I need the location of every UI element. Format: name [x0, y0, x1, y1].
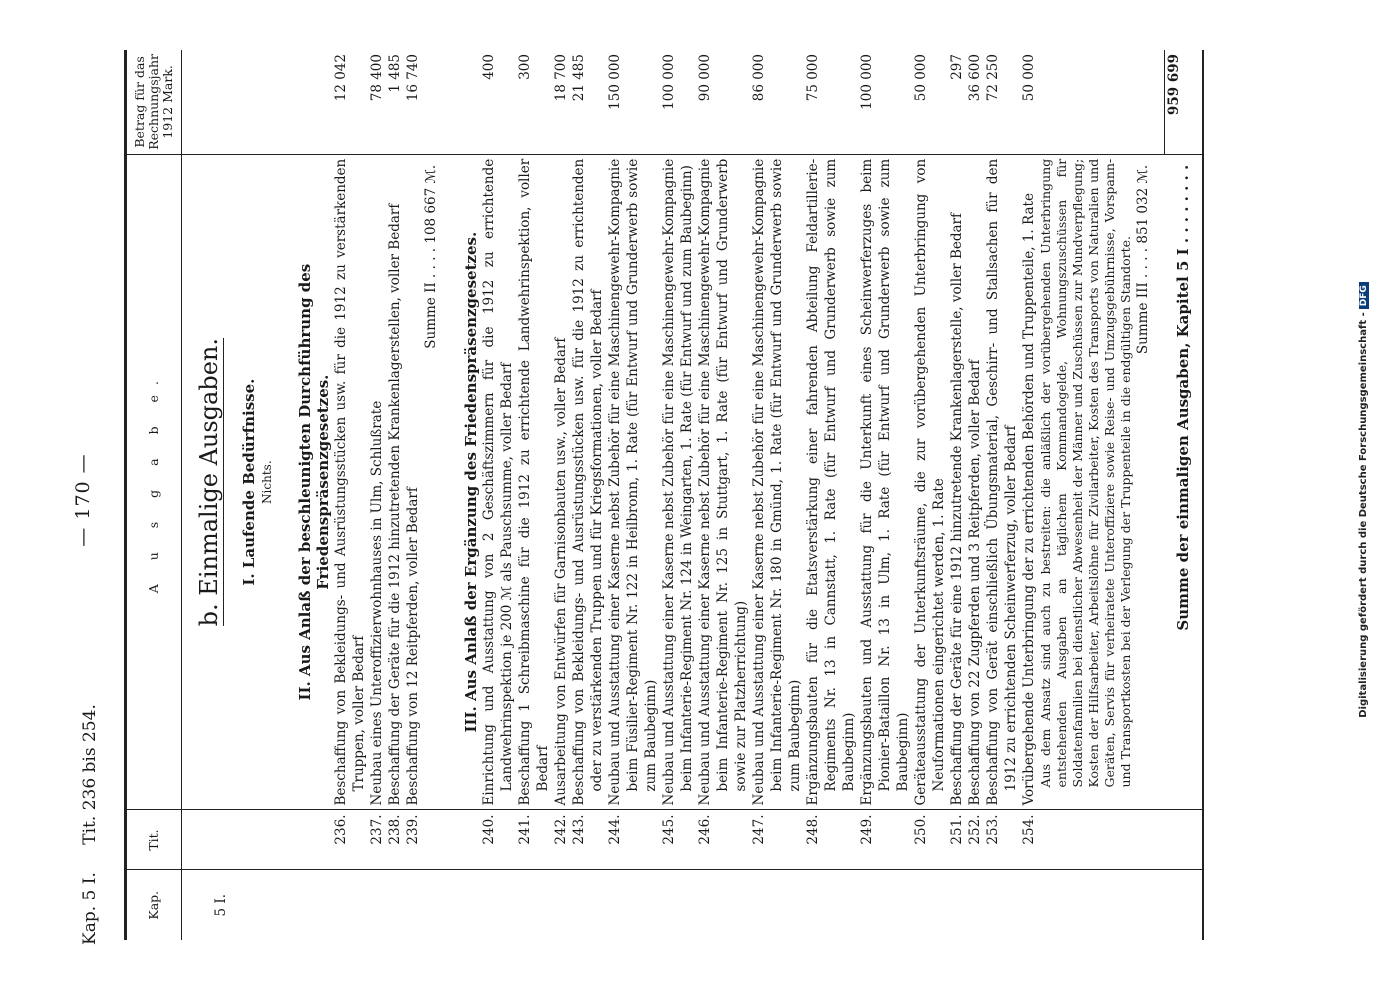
item-amount: 297	[949, 54, 965, 80]
item-amount: 16 740	[405, 54, 421, 102]
item-amount: 150 000	[607, 54, 623, 110]
item-description: Ergänzungsbauten für die Etatsverstärkung einer fahrenden Abteilung Feldartillerie-Regiments Nr. 13 in Cannstatt, 1. Rate (für Entwurf und Grunderwerb sowie zum Baubeginn)	[804, 154, 858, 810]
kap-empty	[750, 870, 804, 940]
table-row	[570, 50, 606, 940]
section-1-title: I. Laufende Bedürfnisse.	[230, 154, 258, 810]
item-description: Neubau eines Unteroffizierwohnhauses in Ulm, Schlußrate	[368, 154, 386, 810]
note-254: Aus dem Ansatz sind auch zu bestreiten: die anläßlich der vorübergehenden Unterbringung entstehenden Ausgaben an täglichem Kommandogelde, Wohnungszuschüssen für Soldatenfamilien bei dienstlicher Abwesenheit der Männer und Zuschüssen zur Mundverpflegung; Kosten der Hilfsarbeiter, Arbeitslöhne für Zivilarbeiter, Kosten des Transports von Naturalien und Geräten, Servis für verheiratete Unteroffiziere sowie Reise- und Umzugsgebührnisse, Vorspann- und Transportkosten bei der Verlegung der Truppenteile in die endgültigen Standorte.	[1038, 154, 1134, 810]
kap-empty	[1020, 870, 1038, 940]
tit-number: 244.	[606, 810, 660, 870]
tit-number: 253.	[984, 810, 1020, 870]
kap-empty	[386, 870, 404, 940]
item-description: Neubau und Ausstattung einer Kaserne nebst Zubehör für eine Maschinengewehr-Kompagnie beim Infanterie-Regiment Nr. 125 in Stuttgart, 1. Rate (für Entwurf und Grunderwerb sowie zur Platzherrichtung)	[696, 154, 750, 810]
item-amount: 21 485	[571, 54, 587, 102]
table-row	[984, 50, 1020, 940]
table-row	[480, 50, 516, 940]
table-row	[332, 50, 368, 940]
item-description: Ausarbeitung von Entwürfen für Garnisonbauten usw., voller Bedarf	[552, 154, 570, 810]
tit-number: 249.	[858, 810, 912, 870]
dfg-logo: DFG	[1359, 282, 1369, 309]
table-row	[386, 50, 404, 940]
table-row	[368, 50, 386, 940]
item-description: Neubau und Ausstattung einer Kaserne nebst Zubehör für eine Maschinengewehr-Kompagnie beim Infanterie-Regiment Nr. 124 in Weingarten, 1. Rate (für Entwurf und zum Baubeginn)	[660, 154, 696, 810]
col-header-amount: Betrag für das Rechnungsjahr 1912 Mark.	[132, 53, 175, 150]
kap-empty	[660, 870, 696, 940]
item-description: Einrichtung und Ausstattung von 2 Geschäftszimmern für die 1912 zu errichtende Landwehrinspektion je 200 ℳ als Pauschsumme, voller Bedarf	[480, 154, 516, 810]
item-description: Geräteausstattung der Unterkunftsräume, die zur vorübergehenden Unterbringung von Neuformationen eingerichtet werden, 1. Rate	[912, 154, 948, 810]
kap-empty	[480, 870, 516, 940]
kap-empty	[966, 870, 984, 940]
item-description: Beschaffung der Geräte für eine 1912 hinzutretende Krankenlagerstelle, voller Bedarf	[948, 154, 966, 810]
item-amount: 50 000	[913, 54, 929, 102]
tit-number: 236.	[332, 810, 368, 870]
kap-empty	[984, 870, 1020, 940]
item-amount: 72 250	[985, 54, 1001, 102]
tit-number: 243.	[570, 810, 606, 870]
kap-empty	[552, 870, 570, 940]
tit-number: 248.	[804, 810, 858, 870]
note-254-row	[1038, 50, 1134, 940]
item-description: Beschaffung von 12 Reitpferden, voller Bedarf	[404, 154, 422, 810]
table-row	[1020, 50, 1038, 940]
tit-number: 247.	[750, 810, 804, 870]
item-amount: 36 600	[967, 54, 983, 102]
item-description: Beschaffung 1 Schreibmaschine für die 1912 zu errichtende Landwehrinspektion, voller Bedarf	[516, 154, 552, 810]
header-tit: Tit. 236 bis 254.	[80, 704, 100, 845]
kap-empty	[516, 870, 552, 940]
table-row	[966, 50, 984, 940]
tit-number: 254.	[1020, 810, 1038, 870]
expense-table	[124, 50, 1204, 940]
kap-empty	[606, 870, 660, 940]
table-row	[696, 50, 750, 940]
header-kap: Kap. 5 I.	[80, 872, 100, 945]
section-2-title: II. Aus Anlaß der beschleunigten Durchführung des Friedenspräsenzgesetzes.	[286, 154, 332, 810]
kap-empty	[570, 870, 606, 940]
page-number: — 170 —	[72, 453, 94, 547]
col-header-tit: Tit.	[126, 810, 182, 870]
tit-number: 251.	[948, 810, 966, 870]
kap-empty	[858, 870, 912, 940]
kap-empty	[404, 870, 422, 940]
tit-number: 239.	[404, 810, 422, 870]
item-description: Vorübergehende Unterbringung der zu errichtenden Behörden und Truppenteile, 1. Rate	[1020, 154, 1038, 810]
section-1-note: Nichts.	[258, 154, 286, 810]
item-amount: 300	[517, 54, 533, 80]
item-description: Beschaffung von 22 Zugpferden und 3 Reitpferden, voller Bedarf	[966, 154, 984, 810]
item-description: Beschaffung von Gerät einschließlich Übungsmaterial, Geschirr- und Stallsachen für den 1912 zu errichtenden Scheinwerferzug, voller Bedarf	[984, 154, 1020, 810]
tit-number: 242.	[552, 810, 570, 870]
grand-total-label	[1164, 154, 1203, 810]
kap-cell: 5 I.	[182, 870, 231, 940]
grand-total-row	[1164, 50, 1203, 940]
table-row	[552, 50, 570, 940]
item-description: Neubau und Ausstattung einer Kaserne nebst Zubehör für eine Maschinengewehr-Kompagnie beim Infanterie-Regiment Nr. 180 in Gmünd, 1. Rate (für Entwurf und Grunderwerb sowie zum Baubeginn)	[750, 154, 804, 810]
table-row	[912, 50, 948, 940]
table-body	[182, 50, 1204, 940]
section-3-sum: Summe III . . . . 851 032 ℳ.	[1134, 154, 1164, 810]
tit-number: 250.	[912, 810, 948, 870]
tit-number: 245.	[660, 810, 696, 870]
item-description: Ergänzungsbauten und Ausstattung für die Unterkunft eines Scheinwerferzuges beim Pionier-Bataillon Nr. 13 in Ulm, 1. Rate (für Entwurf und Grunderwerb sowie zum Baubeginn)	[858, 154, 912, 810]
item-amount: 75 000	[805, 54, 821, 102]
item-description: Beschaffung von Bekleidungs- und Ausrüstungsstücken usw. für die 1912 zu errichtenden oder zu verstärkenden Truppen und für Kriegsformationen, voller Bedarf	[570, 154, 606, 810]
kap-empty	[696, 870, 750, 940]
section-b-title: b. Einmalige Ausgaben.	[195, 337, 223, 627]
item-amount: 100 000	[661, 54, 677, 110]
kap-empty	[368, 870, 386, 940]
kap-empty	[804, 870, 858, 940]
item-amount: 1 485	[387, 54, 403, 93]
table-row	[858, 50, 912, 940]
col-header-title: A u s g a b e.	[126, 154, 182, 810]
table-row	[804, 50, 858, 940]
kap-empty	[912, 870, 948, 940]
footer-text: Digitalisierung gefördert durch die Deutsche Forschungsgemeinschaft -	[1358, 312, 1369, 718]
section-3-title: III. Aus Anlaß der Ergänzung des Friedenspräsenzgesetzes.	[452, 154, 480, 810]
kap-empty	[332, 870, 368, 940]
tit-number: 252.	[966, 810, 984, 870]
tit-number: 240.	[480, 810, 516, 870]
table-row	[750, 50, 804, 940]
section-b-heading	[182, 154, 231, 810]
tit-number: 246.	[696, 810, 750, 870]
item-amount: 400	[481, 54, 497, 80]
digitization-footer	[1358, 0, 1369, 1000]
item-amount: 50 000	[1021, 54, 1037, 102]
table-row	[660, 50, 696, 940]
item-amount: 18 700	[553, 54, 569, 102]
grand-total-amount: 959 699	[1164, 50, 1203, 154]
item-amount: 78 400	[369, 54, 385, 102]
item-amount: 86 000	[751, 54, 767, 102]
section-3-sum-row	[1134, 50, 1164, 940]
table-row	[404, 50, 422, 940]
col-header-kap: Kap.	[126, 870, 182, 940]
table-row	[516, 50, 552, 940]
table-row	[606, 50, 660, 940]
table-header-row	[126, 50, 182, 940]
table-row	[948, 50, 966, 940]
tit-number: 238.	[386, 810, 404, 870]
item-amount: 90 000	[697, 54, 713, 102]
section-2-sum: Summe II . . . . 108 667 ℳ.	[422, 154, 452, 810]
item-description: Beschaffung von Bekleidungs- und Ausrüstungsstücken usw. für die 1912 zu verstärkenden Truppen, voller Bedarf	[332, 154, 368, 810]
item-amount: 100 000	[859, 54, 875, 110]
kap-empty	[948, 870, 966, 940]
tit-number: 241.	[516, 810, 552, 870]
section-2-sum-row	[422, 50, 452, 940]
item-amount: 12 042	[333, 54, 349, 102]
item-description: Beschaffung der Geräte für die 1912 hinzutretenden Krankenlagerstellen, voller Bedarf	[386, 154, 404, 810]
item-description: Neubau und Ausstattung einer Kaserne nebst Zubehör für eine Maschinengewehr-Kompagnie beim Füsilier-Regiment Nr. 122 in Heilbronn, 1. Rate (für Entwurf und Grunderwerb sowie zum Baubeginn)	[606, 154, 660, 810]
grand-total-text: Summe der einmaligen Ausgaben, Kapitel 5 I	[1174, 248, 1192, 631]
tit-number: 237.	[368, 810, 386, 870]
